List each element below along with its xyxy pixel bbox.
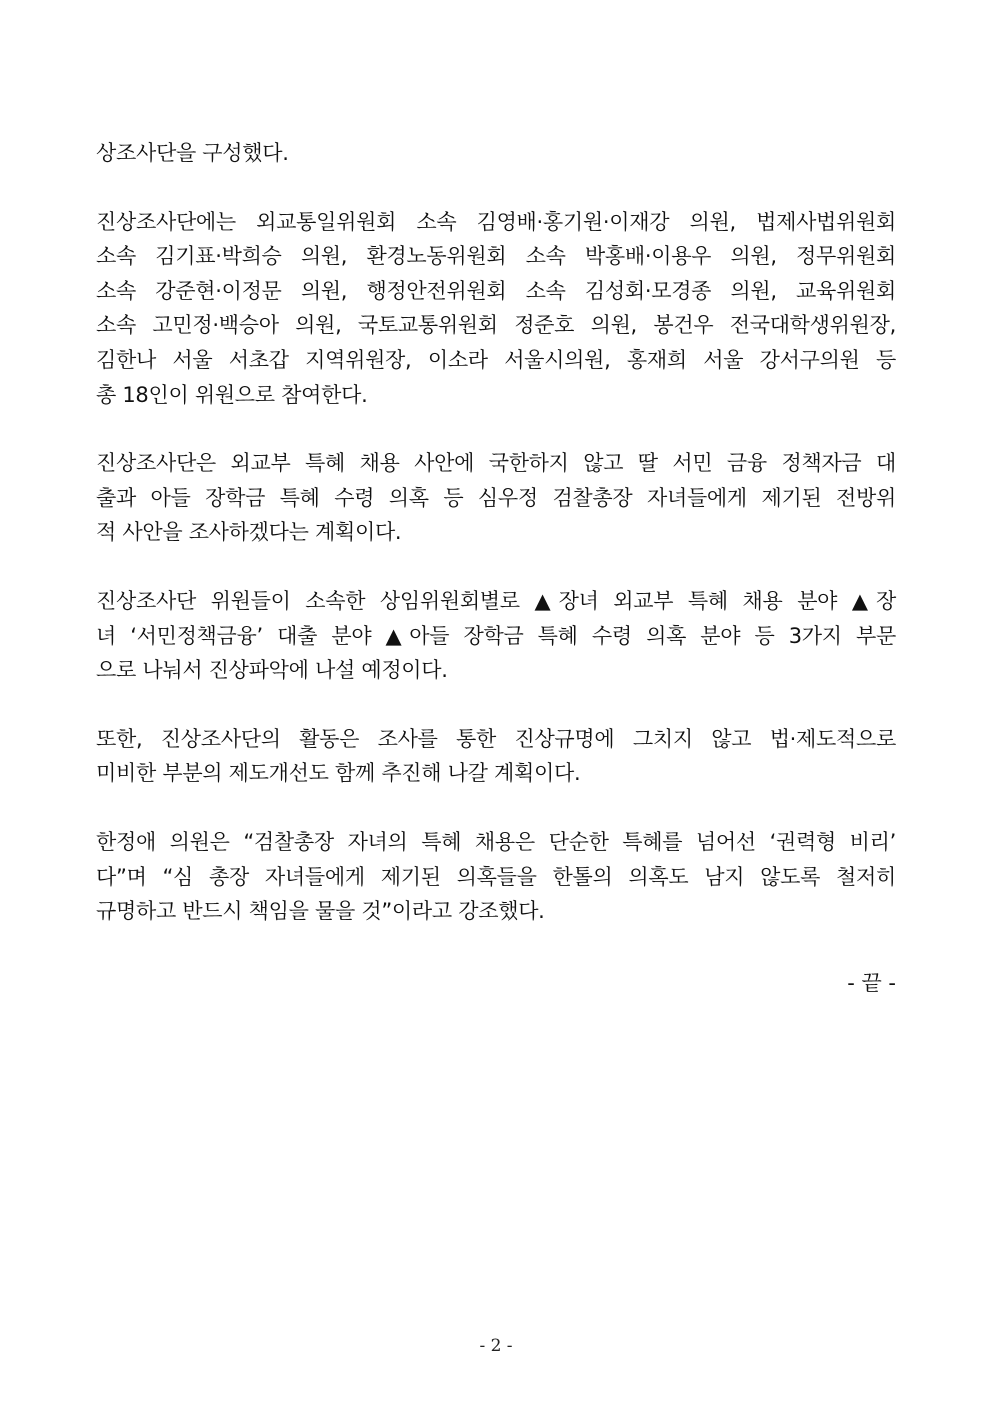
document-body [96,136,896,963]
text-line: 진상조사단은 외교부 특혜 채용 사안에 국한하지 않고 딸 서민 금융 정책자금 대 [96,451,896,476]
text-line: 소속 고민정·백승아 의원, 국토교통위원회 정준호 의원, 봉건우 전국대학생위원장, [96,313,896,338]
text-line: 녀 ‘서민정책금융’ 대출 분야 ▲아들 장학금 특혜 수령 의혹 분야 등 3가지 부문 [96,623,896,648]
text-line: 적 사안을 조사하겠다는 계획이다. [96,520,402,545]
text-line: 출과 아들 장학금 특혜 수령 의혹 등 심우정 검찰총장 자녀들에게 제기된 전방위 [96,485,896,510]
text-line: 상조사단을 구성했다. [96,141,289,165]
text-line: 총 18인이 위원으로 참여한다. [96,382,368,407]
text-line: 미비한 부분의 제도개선도 함께 추진해 나갈 계획이다. [96,761,581,786]
text-line: 규명하고 반드시 책임을 물을 것”이라고 강조했다. [96,899,545,924]
paragraph-3 [96,446,896,550]
page-number: - 2 - [479,1336,513,1356]
text-line: 김한나 서울 서초갑 지역위원장, 이소라 서울시의원, 홍재희 서울 강서구의원 등 [96,347,896,372]
text-line: 소속 김기표·박희승 의원, 환경노동위원회 소속 박홍배·이용우 의원, 정무위원회 [96,244,896,269]
text-line: 다”며 “심 총장 자녀들에게 제기된 의혹들을 한톨의 의혹도 남지 않도록 철저히 [96,864,896,889]
text-line: 으로 나눠서 진상파악에 나설 예정이다. [96,658,448,683]
paragraph-6 [96,825,896,929]
text-line: 소속 강준현·이정문 의원, 행정안전위원회 소속 김성회·모경종 의원, 교육위원회 [96,278,896,303]
text-line: 진상조사단에는 외교통일위원회 소속 김영배·홍기원·이재강 의원, 법제사법위원회 [96,209,896,234]
paragraph-2 [96,205,896,413]
paragraph-5 [96,722,896,791]
text-line: 또한, 진상조사단의 활동은 조사를 통한 진상규명에 그치지 않고 법·제도적으로 [96,726,896,751]
text-line: 한정애 의원은 “검찰총장 자녀의 특혜 채용은 단순한 특혜를 넘어선 ‘권력형 비리’ [96,829,896,854]
end-mark: - 끝 - [847,971,896,995]
text-line: 진상조사단 위원들이 소속한 상임위원회별로 ▲장녀 외교부 특혜 채용 분야 ▲장 [96,588,896,613]
paragraph-4 [96,584,896,688]
paragraph-1 [96,136,896,171]
